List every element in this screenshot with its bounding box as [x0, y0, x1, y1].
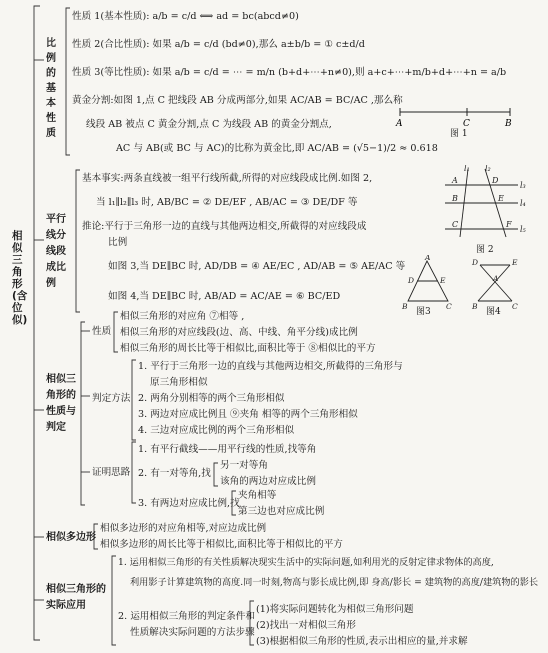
idea-3b: 第三边也对应成比例 — [238, 506, 325, 517]
svg-text:C: C — [446, 302, 452, 310]
figure-3 — [400, 255, 455, 310]
svg-text:D: D — [492, 176, 499, 185]
idea-label: 证明思路 — [92, 467, 131, 478]
parallel-fact-2: 当 l₁∥l₂∥l₃ 时, AB/BC = ② DE/EF , AB/AC = ③ DE/DF 等 — [96, 197, 358, 208]
svg-text:F: F — [506, 220, 512, 229]
parallel-inference-3: 如图 3,当 DE∥BC 时, AD/DB = ④ AE/EC , AD/AB = ⑤ AE/AC 等 — [108, 261, 406, 272]
parallel-inference-2: 比例 — [108, 237, 128, 248]
apply-1a: 1. 运用相似三角形的有关性质解决现实生活中的实际问题,如利用光的反射定律求物体的高度, — [118, 557, 494, 568]
judge-1a: 1. 平行于三角形一边的直线与其他两边相交,所截得的三角形与 — [138, 361, 403, 372]
apply-2b: 性质解决实际问题的方法步骤 — [130, 627, 255, 638]
judge-4: 4. 三边对应成比例的两个三角形相似 — [138, 425, 295, 436]
svg-text:B: B — [472, 302, 478, 310]
parallel-fact-1: 基本事实:两条直线被一组平行线所截,所得的对应线段成比例.如图 2, — [82, 173, 373, 184]
judge-3: 3. 两边对应成比例且 ⑨夹角 相等的两个三角形相似 — [138, 409, 358, 420]
ratio-property-1: 性质 1(基本性质): a/b = c/d ⟺ ad = bc(abcd≠0) — [72, 11, 299, 22]
property-3: 相似三角形的周长比等于相似比,面积比等于 ⑧相似比的平方 — [120, 343, 376, 354]
parallel-section-title: 平行线分线段成比例 — [46, 214, 66, 289]
svg-text:A: A — [452, 176, 458, 185]
apply-section-title: 相似三角形的实际应用 — [46, 584, 106, 611]
apply-2a: 2. 运用相似三角形的判定条件和 — [118, 611, 255, 622]
svg-text:B: B — [402, 302, 408, 310]
svg-text:l₅: l₅ — [520, 225, 526, 234]
idea-2b: 该角的两边对应成比例 — [220, 476, 316, 487]
main-title: 相似三角形(含位似) — [12, 230, 28, 326]
similar-section-title: 相似三角形的性质与判定 — [46, 374, 76, 433]
judge-2: 2. 两角分别相等的两个三角形相似 — [138, 393, 285, 404]
figure-2 — [440, 165, 540, 245]
svg-text:l₃: l₃ — [520, 181, 526, 190]
svg-text:E: E — [512, 258, 518, 267]
svg-text:D: D — [472, 258, 479, 267]
ratio-property-3: 性质 3(等比性质): 如果 a/b = c/d = ⋯ = m/n (b+d+⋯+n≠0),则 a+c+⋯+m/b+d+⋯+n = a/b — [72, 67, 507, 78]
svg-text:C: C — [512, 302, 518, 310]
apply-1b: 利用影子计算建筑物的高度.同一时刻,物高与影长成比例,即 身高/影长 = 建筑物的高度/建筑物的影长 — [130, 577, 539, 588]
polygon-section-title: 相似多边形 — [46, 532, 96, 543]
apply-step-3: (3)根据相似三角形的性质,表示出相应的量,并求解 — [256, 636, 468, 647]
idea-3a: 夹角相等 — [238, 490, 277, 501]
figure-4-caption: 图4 — [486, 307, 501, 317]
svg-text:A: A — [425, 255, 431, 262]
svg-text:D: D — [408, 276, 415, 285]
apply-step-2: (2)找出一对相似三角形 — [256, 620, 356, 631]
property-2: 相似三角形的对应线段(边、高、中线、角平分线)成比例 — [120, 327, 358, 338]
svg-text:l₄: l₄ — [520, 199, 526, 208]
svg-text:B: B — [452, 194, 458, 203]
idea-2a: 另一对等角 — [220, 460, 268, 471]
property-label: 性质 — [92, 326, 112, 337]
ratio-section-title: 比例的基本性质 — [46, 38, 56, 139]
idea-2: 2. 有一对等角,找 — [138, 468, 211, 479]
polygon-line-1: 相似多边形的对应角相等,对应边成比例 — [100, 523, 267, 534]
parallel-inference-1: 推论:平行于三角形一边的直线与其他两边相交,所截得的对应线段成 — [82, 221, 367, 232]
svg-text:A: A — [493, 274, 499, 283]
apply-step-1: (1)将实际问题转化为相似三角形问题 — [256, 604, 414, 615]
ratio-property-2: 性质 2(合比性质): 如果 a/b = c/d (bd≠0),那么 a±b/b = ① c±d/d — [72, 39, 365, 50]
svg-text:E: E — [498, 194, 504, 203]
figure-2-caption: 图 2 — [476, 245, 494, 255]
svg-text:l₁: l₁ — [464, 165, 470, 173]
svg-text:E: E — [440, 276, 446, 285]
figure-1-caption: 图 1 — [450, 129, 468, 139]
svg-text:B: B — [505, 119, 512, 129]
judge-label: 判定方法 — [92, 393, 131, 404]
svg-text:A: A — [396, 119, 403, 129]
golden-line-2: 线段 AB 被点 C 黄金分割,点 C 为线段 AB 的黄金分割点, — [86, 119, 332, 130]
figure-4 — [468, 255, 528, 310]
judge-1b: 原三角形相似 — [150, 377, 208, 388]
svg-text:l₂: l₂ — [485, 165, 491, 173]
svg-text:C: C — [463, 119, 470, 129]
property-1: 相似三角形的对应角 ⑦相等 , — [120, 311, 245, 322]
golden-line-1: 黄金分割:如图 1,点 C 把线段 AB 分成两部分,如果 AC/AB = BC/AC ,那么称 — [72, 95, 403, 106]
idea-3: 3. 有两边对应成比例,找 — [138, 498, 240, 509]
idea-1: 1. 有平行截线——用平行线的性质,找等角 — [138, 444, 317, 455]
svg-text:C: C — [452, 220, 459, 229]
polygon-line-2: 相似多边形的周长比等于相似比,面积比等于相似比的平方 — [100, 539, 343, 550]
parallel-inference-4: 如图 4,当 DE∥BC 时, AB/AD = AC/AE = ⑥ BC/ED — [108, 291, 341, 302]
golden-line-3: AC 与 AB(或 BC 与 AC)的比称为黄金比,即 AC/AB = (√5−1)/2 ≈ 0.618 — [116, 143, 438, 154]
figure-3-caption: 图3 — [416, 307, 431, 317]
